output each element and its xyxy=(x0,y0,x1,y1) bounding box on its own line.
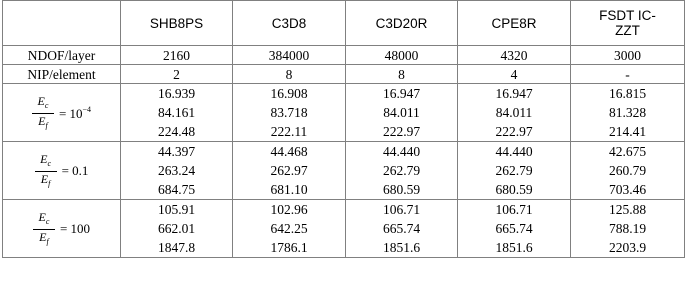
cell-stack: 44.468 262.97 681.10 xyxy=(233,142,346,200)
col-header-c3d20r: C3D20R xyxy=(346,1,458,46)
col-header-fsdt-line1: FSDT IC- xyxy=(599,8,656,23)
row-label-nip: NIP/element xyxy=(3,65,121,84)
ratio-formula: $E_c$ $E_f$ = 0.1 xyxy=(35,152,89,191)
cell-stack: 44.440 262.79 680.59 xyxy=(346,142,458,200)
cell-stack: 44.397 263.24 684.75 xyxy=(121,142,233,200)
table-group-ratio-1e-4 xyxy=(3,84,685,142)
row-label-ndof: NDOF/layer xyxy=(3,46,121,65)
cell-stack: 102.96 642.25 1786.1 xyxy=(233,200,346,258)
cell-stack: 16.947 84.011 222.97 xyxy=(346,84,458,142)
cell-stack: 16.939 84.161 224.48 xyxy=(121,84,233,142)
cell: 3000 xyxy=(571,46,685,65)
cell: 384000 xyxy=(233,46,346,65)
table-row-nip xyxy=(3,65,685,84)
ratio-formula: $E_c$ $E_f$ = 100 xyxy=(33,210,90,249)
ratio-cell xyxy=(3,84,121,142)
header-row xyxy=(3,1,685,46)
cell-stack: 42.675 260.79 703.46 xyxy=(571,142,685,200)
cell: 4 xyxy=(458,65,571,84)
col-header-c3d8: C3D8 xyxy=(233,1,346,46)
cell-stack: 44.440 262.79 680.59 xyxy=(458,142,571,200)
cell-stack: 106.71 665.74 1851.6 xyxy=(346,200,458,258)
cell-stack: 16.815 81.328 214.41 xyxy=(571,84,685,142)
cell: 4320 xyxy=(458,46,571,65)
col-header-cpe8r: CPE8R xyxy=(458,1,571,46)
ratio-formula: $E_c$ $E_f$ = $10^{-4}$ xyxy=(32,94,91,133)
ratio-cell xyxy=(3,200,121,258)
cell: 8 xyxy=(346,65,458,84)
cell: 2160 xyxy=(121,46,233,65)
table-row-ndof xyxy=(3,46,685,65)
results-table xyxy=(2,0,685,258)
col-header-fsdt-ic-zzt xyxy=(571,1,685,46)
header-corner xyxy=(3,1,121,46)
cell: 48000 xyxy=(346,46,458,65)
cell-stack: 16.947 84.011 222.97 xyxy=(458,84,571,142)
cell: - xyxy=(571,65,685,84)
cell-stack: 125.88 788.19 2203.9 xyxy=(571,200,685,258)
table-group-ratio-100 xyxy=(3,200,685,258)
ratio-cell xyxy=(3,142,121,200)
cell-stack: 16.908 83.718 222.11 xyxy=(233,84,346,142)
cell: 8 xyxy=(233,65,346,84)
table-group-ratio-0-1 xyxy=(3,142,685,200)
cell: 2 xyxy=(121,65,233,84)
col-header-fsdt-line2: ZZT xyxy=(615,23,640,38)
col-header-shb8ps: SHB8PS xyxy=(121,1,233,46)
cell-stack: 105.91 662.01 1847.8 xyxy=(121,200,233,258)
cell-stack: 106.71 665.74 1851.6 xyxy=(458,200,571,258)
